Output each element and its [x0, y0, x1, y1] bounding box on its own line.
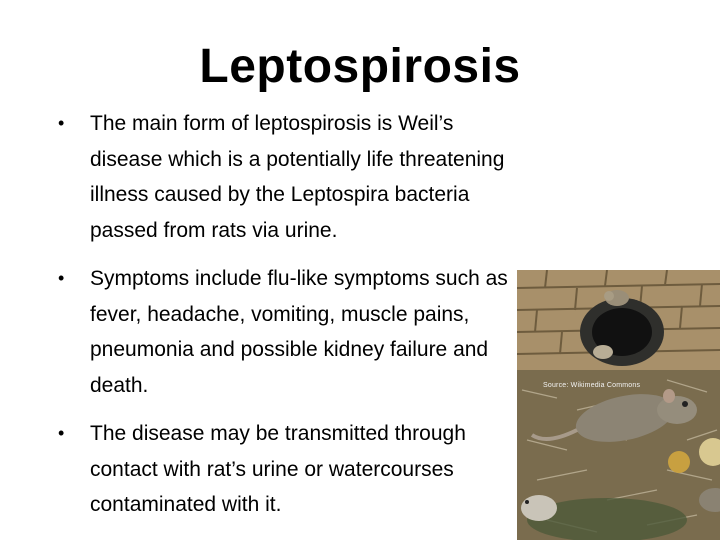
bullet-text: Symptoms include flu-like symptoms such as fever, headache, vomiting, muscle pains, pneumonia and possible kidney failure and death. [90, 267, 508, 397]
image-credit: Source: Wikimedia Commons [543, 382, 641, 389]
bullet-item [56, 106, 526, 248]
bullet-icon: • [58, 113, 65, 133]
rats-illustration [517, 270, 720, 540]
rats-photo [517, 270, 720, 540]
bullet-item [56, 261, 526, 403]
bullet-text: The disease may be transmitted through contact with rat’s urine or watercourses contaminated with it. [90, 422, 466, 516]
bullet-list [56, 106, 526, 536]
bullet-text: The main form of leptospirosis is Weil’s disease which is a potentially life threatening illness caused by the Leptospira bacteria passed from rats via urine. [90, 112, 505, 242]
bullet-icon: • [58, 268, 65, 288]
bullet-icon: • [58, 423, 65, 443]
slide-title: Leptospirosis [199, 40, 521, 93]
bullet-item [56, 416, 526, 523]
